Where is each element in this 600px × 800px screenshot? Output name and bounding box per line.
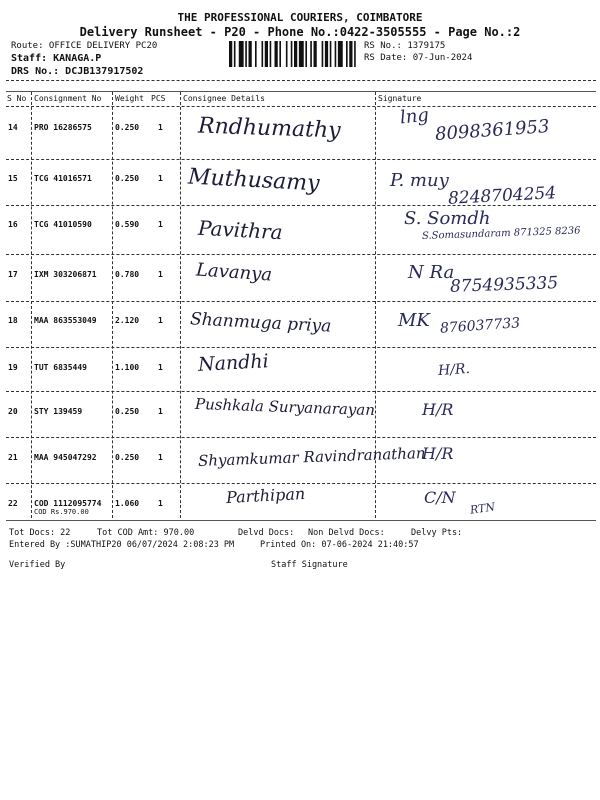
printed-on: Printed On: 07-06-2024 21:40:57	[260, 540, 419, 550]
barcode-bar	[314, 41, 317, 67]
company-title: THE PROFESSIONAL COURIERS, COIMBATORE	[177, 11, 423, 24]
row-consignment-no: PRO 16286575	[34, 123, 92, 132]
handwritten-consignee-name: Shanmuga priya	[189, 309, 332, 337]
row-consignment-no: MAA 945047292	[34, 453, 97, 462]
non-delivered-docs: Non Delvd Docs:	[308, 528, 385, 538]
row-pcs: 1	[158, 270, 163, 279]
barcode-bar	[349, 41, 352, 67]
staff-signature-label: Staff Signature	[271, 560, 348, 570]
handwritten-signature: H/R	[422, 400, 454, 419]
barcode-bar	[291, 41, 293, 67]
handwritten-phone-note: S.Somasundaram 871325 8236	[421, 225, 581, 242]
handwritten-consignee-name: Muthusamy	[187, 164, 321, 197]
row-pcs: 1	[158, 407, 163, 416]
col-signature: Signature	[378, 94, 422, 103]
col-sno: S No	[7, 94, 27, 103]
barcode-bar	[286, 41, 288, 67]
barcode-bar	[330, 41, 332, 67]
barcode-bar	[239, 41, 244, 67]
row-pcs: 1	[158, 174, 163, 183]
drs-number: DRS No.: DCJB137917502	[11, 66, 144, 77]
row-pcs: 1	[158, 363, 163, 372]
delivery-points: Delvy Pts:	[411, 528, 463, 538]
barcode-bar	[322, 41, 324, 67]
row-sno: 16	[8, 220, 18, 229]
row-sno: 15	[8, 174, 18, 183]
col-weight: Weight	[115, 94, 144, 103]
col-consignee: Consignee Details	[183, 94, 265, 103]
barcode-bar	[305, 41, 307, 67]
row-weight: 0.250	[115, 407, 140, 416]
row-sno: 21	[8, 453, 18, 462]
header-row-divider	[6, 106, 596, 107]
barcode-bar	[249, 41, 252, 67]
barcode-bar	[346, 41, 348, 67]
row-sno: 17	[8, 270, 18, 279]
row-pcs: 1	[158, 499, 163, 508]
row-pcs: 1	[158, 453, 163, 462]
barcode-bar	[299, 41, 304, 67]
row-consignment-no: TCG 41010590	[34, 220, 92, 229]
handwritten-consignee-name: Rndhumathy	[197, 113, 341, 144]
handwritten-phone-note: RTN	[469, 500, 496, 517]
row-cod-note: COD Rs.970.00	[34, 508, 89, 516]
barcode-bar	[279, 41, 281, 67]
row-consignment-no: MAA 863553049	[34, 316, 97, 325]
row-divider	[6, 254, 596, 255]
barcode-bar	[335, 41, 337, 67]
barcode-bar	[262, 41, 264, 67]
row-divider	[6, 159, 596, 160]
row-consignment-no: COD 1112095774	[34, 499, 102, 508]
handwritten-phone-note: 8098361953	[434, 116, 551, 145]
row-weight: 0.250	[115, 453, 140, 462]
runsheet-title: Delivery Runsheet - P20 - Phone No.:0422-3505555 - Page No.:2	[79, 25, 521, 39]
handwritten-phone-note: 8754935335	[449, 273, 559, 297]
barcode	[229, 41, 359, 67]
table-top-border	[6, 91, 596, 92]
row-pcs: 1	[158, 220, 163, 229]
barcode-bar	[229, 41, 232, 67]
row-divider	[6, 437, 596, 438]
handwritten-signature: lng	[398, 104, 430, 129]
row-divider	[6, 301, 596, 302]
staff-label: Staff: KANAGA.P	[11, 53, 102, 64]
handwritten-consignee-name: Pavithra	[197, 215, 284, 245]
row-weight: 0.250	[115, 123, 140, 132]
row-consignment-no: TUT 6835449	[34, 363, 87, 372]
handwritten-consignee-name: Nandhi	[197, 350, 270, 376]
row-weight: 1.060	[115, 499, 140, 508]
handwritten-consignee-name: Parthipan	[225, 483, 306, 508]
row-sno: 14	[8, 123, 18, 132]
row-consignment-no: IXM 303206871	[34, 270, 97, 279]
barcode-bar	[294, 41, 297, 67]
handwritten-signature: H/R	[422, 444, 454, 463]
col-divider	[180, 92, 181, 518]
barcode-bar	[234, 41, 236, 67]
handwritten-signature: MK	[398, 310, 430, 331]
col-divider	[112, 92, 113, 518]
row-divider	[6, 391, 596, 392]
handwritten-signature: H/R.	[437, 360, 471, 380]
handwritten-consignee-name: Pushkala Suryanarayan	[194, 394, 376, 420]
row-weight: 2.120	[115, 316, 140, 325]
handwritten-consignee-name: Lavanya	[195, 259, 273, 286]
entered-by: Entered By :SUMATHIP20 06/07/2024 2:08:23 PM	[9, 540, 235, 550]
rs-date: RS Date: 07-Jun-2024	[364, 53, 473, 63]
barcode-bar	[310, 41, 312, 67]
handwritten-phone-note: 8248704254	[447, 183, 557, 209]
total-cod-amount: Tot COD Amt: 970.00	[97, 528, 195, 538]
handwritten-signature: S. Somdh	[404, 208, 491, 229]
barcode-bar	[354, 41, 356, 67]
row-divider	[6, 347, 596, 348]
handwritten-phone-note: 876037733	[439, 315, 521, 337]
row-consignment-no: STY 139459	[34, 407, 83, 416]
row-divider	[6, 205, 596, 206]
row-sno: 22	[8, 499, 18, 508]
handwritten-signature: P. muy	[390, 170, 449, 191]
row-pcs: 1	[158, 123, 163, 132]
total-docs: Tot Docs: 22	[9, 528, 71, 538]
row-pcs: 1	[158, 316, 163, 325]
handwritten-signature: N Ra	[408, 262, 455, 283]
row-weight: 0.590	[115, 220, 140, 229]
delivered-docs: Delvd Docs:	[238, 528, 295, 538]
route-label: Route: OFFICE DELIVERY PC20	[11, 41, 158, 51]
col-pcs: PCS	[151, 94, 166, 103]
handwritten-consignee-name: Shyamkumar Ravindranathan	[197, 444, 426, 470]
rs-number: RS No.: 1379175	[364, 41, 446, 51]
row-weight: 1.100	[115, 363, 140, 372]
row-sno: 20	[8, 407, 18, 416]
row-sno: 19	[8, 363, 18, 372]
table-bottom-border	[6, 520, 596, 521]
barcode-bar	[338, 41, 343, 67]
barcode-bar	[255, 41, 257, 67]
row-sno: 18	[8, 316, 18, 325]
handwritten-signature: C/N	[424, 488, 456, 507]
barcode-bar	[265, 41, 268, 67]
barcode-bar	[325, 41, 328, 67]
barcode-bar	[245, 41, 247, 67]
verified-by-label: Verified By	[9, 560, 66, 570]
header-divider	[6, 80, 596, 81]
barcode-bar	[275, 41, 278, 67]
row-consignment-no: TCG 41016571	[34, 174, 92, 183]
row-divider	[6, 483, 596, 484]
row-weight: 0.780	[115, 270, 140, 279]
col-consignment: Consignment No	[34, 94, 102, 103]
col-divider	[31, 92, 32, 518]
row-weight: 0.250	[115, 174, 140, 183]
barcode-bar	[270, 41, 272, 67]
